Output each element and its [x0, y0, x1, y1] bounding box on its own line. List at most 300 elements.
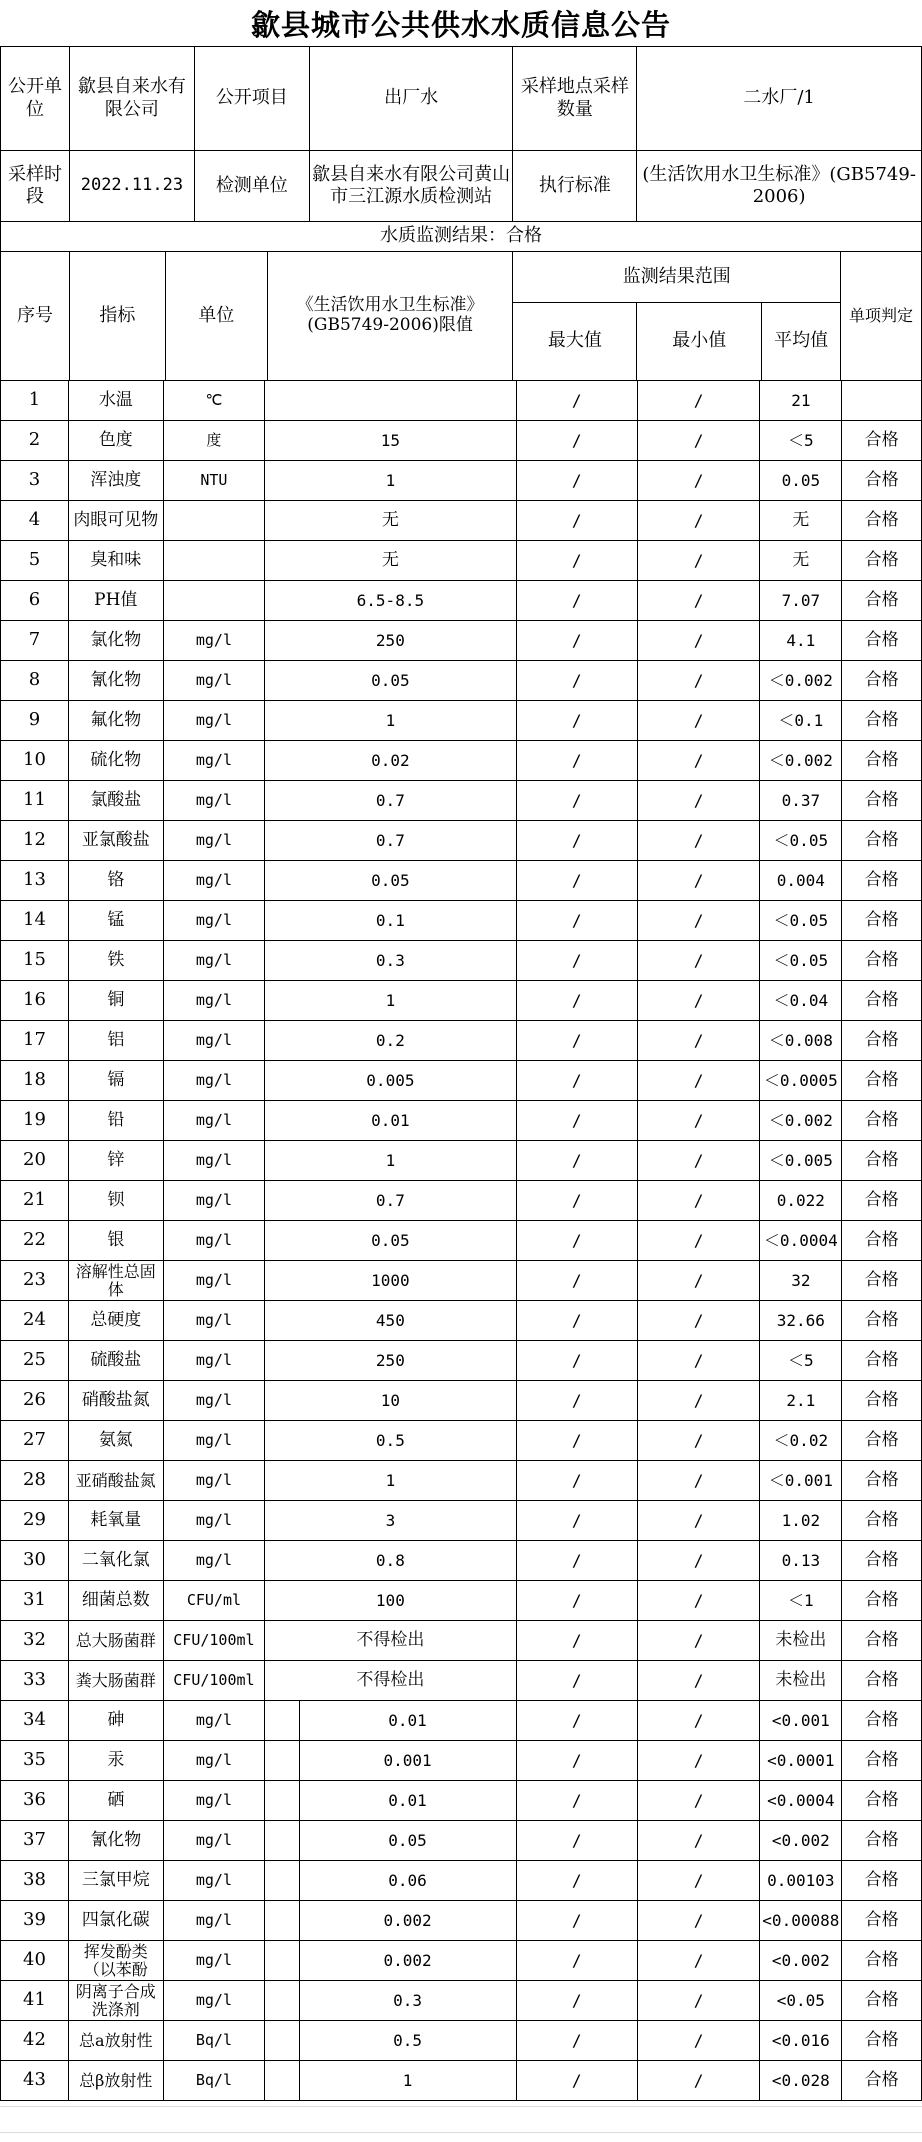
row-min: /: [637, 581, 759, 621]
row-limit: 0.8: [265, 1541, 516, 1581]
row-index: 33: [1, 1661, 69, 1701]
row-index: 35: [1, 1741, 69, 1781]
row-unit: mg/l: [163, 1821, 265, 1861]
row-unit: mg/l: [163, 701, 265, 741]
row-avg: ＜0.002: [760, 661, 842, 701]
row-avg: 1.02: [760, 1501, 842, 1541]
row-max: /: [516, 421, 637, 461]
row-indicator: 三氯甲烷: [69, 1861, 164, 1901]
row-judgement: 合格: [842, 1021, 922, 1061]
table-row: [1, 1061, 922, 1101]
row-index: 30: [1, 1541, 69, 1581]
row-index: 29: [1, 1501, 69, 1541]
row-unit: [163, 581, 265, 621]
row-indicator: 氟化物: [69, 701, 164, 741]
row-indicator: 耗氧量: [69, 1501, 164, 1541]
row-max: /: [516, 501, 637, 541]
row-avg: 0.13: [760, 1541, 842, 1581]
row-min: /: [637, 1301, 759, 1341]
row-judgement: 合格: [842, 1341, 922, 1381]
row-limit: 0.3: [265, 941, 516, 981]
row-min: /: [637, 781, 759, 821]
table-row: [1, 1541, 922, 1581]
row-avg: <0.028: [760, 2061, 842, 2101]
row-max: /: [516, 2021, 637, 2061]
row-indicator: 锰: [69, 901, 164, 941]
row-judgement: 合格: [842, 501, 922, 541]
row-avg: 0.37: [760, 781, 842, 821]
standard-value: (生活饮用水卫生标准》(GB5749-2006): [637, 151, 922, 222]
row-avg: 0.004: [760, 861, 842, 901]
row-index: 28: [1, 1461, 69, 1501]
row-max: /: [516, 1981, 637, 2021]
row-blank-cell: [265, 1701, 299, 1741]
test-unit-value: 歙县自来水有限公司黄山市三江源水质检测站: [309, 151, 513, 222]
table-row: [1, 1301, 922, 1341]
row-limit: 450: [265, 1301, 516, 1341]
row-index: 21: [1, 1181, 69, 1221]
col-limit-header: 《生活饮用水卫生标准》(GB5749-2006)限值: [267, 252, 513, 381]
row-unit: mg/l: [163, 1421, 265, 1461]
row-avg: 32.66: [760, 1301, 842, 1341]
row-index: 20: [1, 1141, 69, 1181]
row-unit: mg/l: [163, 1901, 265, 1941]
row-limit: 100: [265, 1581, 516, 1621]
row-unit: CFU/100ml: [163, 1661, 265, 1701]
row-unit: [163, 501, 265, 541]
row-indicator: 总硬度: [69, 1301, 164, 1341]
row-unit: mg/l: [163, 1221, 265, 1261]
row-index: 38: [1, 1861, 69, 1901]
row-unit: mg/l: [163, 1981, 265, 2021]
row-indicator: 氰化物: [69, 661, 164, 701]
row-min: /: [637, 1581, 759, 1621]
row-min: /: [637, 1701, 759, 1741]
row-max: /: [516, 1221, 637, 1261]
row-avg: 7.07: [760, 581, 842, 621]
row-avg: ＜0.002: [760, 741, 842, 781]
row-limit: 0.05: [265, 1221, 516, 1261]
row-limit: 1: [265, 981, 516, 1021]
row-min: /: [637, 1621, 759, 1661]
row-min: /: [637, 621, 759, 661]
row-limit: 250: [265, 1341, 516, 1381]
table-row: [1, 941, 922, 981]
row-index: 9: [1, 701, 69, 741]
row-max: /: [516, 461, 637, 501]
row-max: /: [516, 701, 637, 741]
row-limit: 0.05: [265, 861, 516, 901]
row-indicator: 硒: [69, 1781, 164, 1821]
row-indicator: 亚氯酸盐: [69, 821, 164, 861]
row-judgement: 合格: [842, 1501, 922, 1541]
row-index: 8: [1, 661, 69, 701]
results-header-table: [0, 221, 922, 381]
row-indicator: 臭和味: [69, 541, 164, 581]
row-judgement: 合格: [842, 1621, 922, 1661]
row-judgement: 合格: [842, 941, 922, 981]
row-unit: mg/l: [163, 1141, 265, 1181]
table-row: [1, 621, 922, 661]
row-judgement: 合格: [842, 1821, 922, 1861]
row-indicator: 铬: [69, 861, 164, 901]
row-indicator: 氯酸盐: [69, 781, 164, 821]
row-judgement: 合格: [842, 1381, 922, 1421]
standard-label: 执行标准: [513, 151, 637, 222]
row-max: /: [516, 1821, 637, 1861]
row-judgement: 合格: [842, 1541, 922, 1581]
row-index: 34: [1, 1701, 69, 1741]
row-limit: 0.06: [299, 1861, 516, 1901]
row-judgement: 合格: [842, 821, 922, 861]
table-row: [1, 1421, 922, 1461]
row-indicator: 挥发酚类（以苯酚: [69, 1941, 164, 1981]
row-min: /: [637, 1941, 759, 1981]
row-limit: 0.7: [265, 821, 516, 861]
row-limit: 6.5-8.5: [265, 581, 516, 621]
table-row: [1, 1661, 922, 1701]
row-index: 3: [1, 461, 69, 501]
row-min: /: [637, 861, 759, 901]
row-index: 39: [1, 1901, 69, 1941]
row-min: /: [637, 2061, 759, 2101]
table-row: [1, 981, 922, 1021]
row-max: /: [516, 1941, 637, 1981]
row-indicator: 浑浊度: [69, 461, 164, 501]
row-blank-cell: [265, 1861, 299, 1901]
row-index: 7: [1, 621, 69, 661]
row-unit: mg/l: [163, 1301, 265, 1341]
row-min: /: [637, 1661, 759, 1701]
row-avg: ＜0.05: [760, 901, 842, 941]
row-unit: mg/l: [163, 1101, 265, 1141]
row-min: /: [637, 1341, 759, 1381]
row-index: 32: [1, 1621, 69, 1661]
row-avg: 0.05: [760, 461, 842, 501]
row-unit: mg/l: [163, 1341, 265, 1381]
row-max: /: [516, 1381, 637, 1421]
table-row: [1, 701, 922, 741]
row-judgement: 合格: [842, 621, 922, 661]
row-index: 1: [1, 381, 69, 421]
row-indicator: 铁: [69, 941, 164, 981]
row-indicator: 铜: [69, 981, 164, 1021]
row-index: 43: [1, 2061, 69, 2101]
table-row: [1, 1021, 922, 1061]
row-judgement: 合格: [842, 1061, 922, 1101]
row-judgement: 合格: [842, 741, 922, 781]
row-index: 16: [1, 981, 69, 1021]
row-min: /: [637, 1141, 759, 1181]
row-limit: 0.005: [265, 1061, 516, 1101]
site-label: 采样地点采样数量: [513, 47, 637, 151]
table-row: [1, 1501, 922, 1541]
row-judgement: 合格: [842, 1181, 922, 1221]
row-unit: mg/l: [163, 1741, 265, 1781]
row-limit: 0.3: [299, 1981, 516, 2021]
row-indicator: 铅: [69, 1101, 164, 1141]
row-blank-cell: [265, 1941, 299, 1981]
row-indicator: 粪大肠菌群: [69, 1661, 164, 1701]
row-unit: Bq/l: [163, 2061, 265, 2101]
row-index: 24: [1, 1301, 69, 1341]
row-blank-cell: [265, 1901, 299, 1941]
row-indicator: 钡: [69, 1181, 164, 1221]
table-row: [1, 381, 922, 421]
row-unit: mg/l: [163, 781, 265, 821]
item-value: 出厂水: [309, 47, 513, 151]
row-judgement: 合格: [842, 661, 922, 701]
row-avg: ＜0.05: [760, 941, 842, 981]
row-judgement: 合格: [842, 461, 922, 501]
table-row: [1, 1981, 922, 2021]
table-row: [1, 1901, 922, 1941]
row-judgement: 合格: [842, 1661, 922, 1701]
results-data-table: [0, 380, 922, 2101]
row-index: 40: [1, 1941, 69, 1981]
row-unit: mg/l: [163, 861, 265, 901]
row-unit: mg/l: [163, 941, 265, 981]
row-max: /: [516, 1581, 637, 1621]
site-value: 二水厂/1: [637, 47, 922, 151]
row-unit: mg/l: [163, 1381, 265, 1421]
row-min: /: [637, 1541, 759, 1581]
row-limit: 0.05: [265, 661, 516, 701]
table-row: [1, 1621, 922, 1661]
col-range-header: 监测结果范围: [513, 252, 841, 303]
sheet-footer-rows: [0, 2102, 922, 2142]
row-min: /: [637, 1981, 759, 2021]
row-min: /: [637, 1861, 759, 1901]
row-indicator: 银: [69, 1221, 164, 1261]
table-row: [1, 901, 922, 941]
row-min: /: [637, 981, 759, 1021]
row-avg: 无: [760, 541, 842, 581]
row-min: /: [637, 1101, 759, 1141]
row-min: /: [637, 1021, 759, 1061]
row-avg: 0.022: [760, 1181, 842, 1221]
row-limit: 1: [265, 1141, 516, 1181]
row-min: /: [637, 741, 759, 781]
row-min: /: [637, 1181, 759, 1221]
row-avg: ＜0.1: [760, 701, 842, 741]
row-avg: ＜1: [760, 1581, 842, 1621]
row-max: /: [516, 661, 637, 701]
row-judgement: 合格: [842, 1981, 922, 2021]
row-min: /: [637, 461, 759, 501]
row-limit: 0.7: [265, 781, 516, 821]
disclosure-unit-label: 公开单位: [1, 47, 70, 151]
row-judgement: 合格: [842, 1101, 922, 1141]
row-judgement: 合格: [842, 1741, 922, 1781]
row-judgement: 合格: [842, 541, 922, 581]
row-avg: 未检出: [760, 1621, 842, 1661]
col-indicator-header: 指标: [69, 252, 165, 381]
table-row: [1, 1261, 922, 1301]
row-index: 22: [1, 1221, 69, 1261]
col-index-header: 序号: [1, 252, 70, 381]
row-unit: mg/l: [163, 1781, 265, 1821]
row-limit: 0.01: [299, 1701, 516, 1741]
row-index: 4: [1, 501, 69, 541]
disclosure-unit-value: 歙县自来水有限公司: [69, 47, 194, 151]
row-max: /: [516, 541, 637, 581]
row-indicator: 色度: [69, 421, 164, 461]
row-limit: 1: [265, 1461, 516, 1501]
row-max: /: [516, 1461, 637, 1501]
row-unit: CFU/100ml: [163, 1621, 265, 1661]
row-blank-cell: [265, 2021, 299, 2061]
row-max: /: [516, 861, 637, 901]
row-judgement: 合格: [842, 1941, 922, 1981]
row-indicator: 肉眼可见物: [69, 501, 164, 541]
row-avg: <0.05: [760, 1981, 842, 2021]
row-indicator: 水温: [69, 381, 164, 421]
row-max: /: [516, 1021, 637, 1061]
row-limit: 无: [265, 541, 516, 581]
row-index: 6: [1, 581, 69, 621]
row-unit: mg/l: [163, 1021, 265, 1061]
row-max: /: [516, 741, 637, 781]
row-judgement: 合格: [842, 861, 922, 901]
row-judgement: 合格: [842, 1301, 922, 1341]
row-unit: mg/l: [163, 1941, 265, 1981]
table-row: [1, 1461, 922, 1501]
row-index: 2: [1, 421, 69, 461]
table-row: [1, 1101, 922, 1141]
row-index: 36: [1, 1781, 69, 1821]
row-indicator: 硫酸盐: [69, 1341, 164, 1381]
row-min: /: [637, 661, 759, 701]
table-row: [1, 1741, 922, 1781]
table-row: [1, 461, 922, 501]
row-max: /: [516, 621, 637, 661]
row-avg: <0.002: [760, 1941, 842, 1981]
table-row: [1, 1701, 922, 1741]
table-row: [1, 821, 922, 861]
row-judgement: 合格: [842, 901, 922, 941]
row-unit: [163, 541, 265, 581]
row-min: /: [637, 1381, 759, 1421]
row-blank-cell: [265, 2061, 299, 2101]
row-limit: 0.1: [265, 901, 516, 941]
row-min: /: [637, 901, 759, 941]
row-judgement: 合格: [842, 1861, 922, 1901]
row-index: 27: [1, 1421, 69, 1461]
row-index: 42: [1, 2021, 69, 2061]
row-avg: 21: [760, 381, 842, 421]
row-max: /: [516, 1261, 637, 1301]
row-indicator: 亚硝酸盐氮: [69, 1461, 164, 1501]
row-limit: 1: [265, 461, 516, 501]
row-min: /: [637, 1221, 759, 1261]
col-judgement-header: 单项判定: [841, 252, 922, 381]
row-max: /: [516, 901, 637, 941]
row-limit: 不得检出: [265, 1621, 516, 1661]
row-indicator: 氰化物: [69, 1821, 164, 1861]
row-index: 18: [1, 1061, 69, 1101]
row-limit: 1000: [265, 1261, 516, 1301]
row-avg: <0.00088: [760, 1901, 842, 1941]
row-min: /: [637, 1421, 759, 1461]
row-avg: 未检出: [760, 1661, 842, 1701]
row-avg: ＜0.0004: [760, 1221, 842, 1261]
row-indicator: PH值: [69, 581, 164, 621]
row-limit: 250: [265, 621, 516, 661]
row-indicator: 总β放射性: [69, 2061, 164, 2101]
table-row: [1, 2021, 922, 2061]
row-max: /: [516, 1781, 637, 1821]
row-unit: mg/l: [163, 1861, 265, 1901]
row-indicator: 硝酸盐氮: [69, 1381, 164, 1421]
sample-time-label: 采样时段: [1, 151, 70, 222]
row-indicator: 汞: [69, 1741, 164, 1781]
row-min: /: [637, 1741, 759, 1781]
row-unit: mg/l: [163, 1181, 265, 1221]
row-index: 5: [1, 541, 69, 581]
row-min: /: [637, 501, 759, 541]
row-max: /: [516, 1181, 637, 1221]
row-judgement: 合格: [842, 1221, 922, 1261]
row-min: /: [637, 1901, 759, 1941]
row-max: /: [516, 1301, 637, 1341]
table-row: [1, 1141, 922, 1181]
table-row: [1, 861, 922, 901]
row-unit: mg/l: [163, 1541, 265, 1581]
row-max: /: [516, 1701, 637, 1741]
row-indicator: 氨氮: [69, 1421, 164, 1461]
row-indicator: 总a放射性: [69, 2021, 164, 2061]
row-index: 19: [1, 1101, 69, 1141]
table-row: [1, 1781, 922, 1821]
row-avg: ＜0.008: [760, 1021, 842, 1061]
row-max: /: [516, 821, 637, 861]
row-unit: mg/l: [163, 661, 265, 701]
row-avg: 2.1: [760, 1381, 842, 1421]
row-unit: mg/l: [163, 1501, 265, 1541]
row-max: /: [516, 1501, 637, 1541]
table-row: [1, 1221, 922, 1261]
row-index: 41: [1, 1981, 69, 2021]
row-avg: 0.00103: [760, 1861, 842, 1901]
row-max: /: [516, 1621, 637, 1661]
row-avg: 32: [760, 1261, 842, 1301]
row-blank-cell: [265, 1821, 299, 1861]
row-min: /: [637, 1821, 759, 1861]
row-max: /: [516, 381, 637, 421]
row-min: /: [637, 381, 759, 421]
table-row: [1, 1181, 922, 1221]
header-table: [0, 46, 922, 222]
table-row: [1, 1581, 922, 1621]
row-limit: 3: [265, 1501, 516, 1541]
row-limit: [265, 381, 516, 421]
row-avg: <0.016: [760, 2021, 842, 2061]
row-index: 25: [1, 1341, 69, 1381]
row-indicator: 总大肠菌群: [69, 1621, 164, 1661]
table-row: [1, 781, 922, 821]
row-max: /: [516, 1061, 637, 1101]
row-avg: <0.0004: [760, 1781, 842, 1821]
row-unit: mg/l: [163, 1461, 265, 1501]
row-limit: 无: [265, 501, 516, 541]
row-judgement: 合格: [842, 1261, 922, 1301]
row-unit: 度: [163, 421, 265, 461]
row-max: /: [516, 581, 637, 621]
row-max: /: [516, 1661, 637, 1701]
col-unit-header: 单位: [165, 252, 267, 381]
table-row: [1, 581, 922, 621]
